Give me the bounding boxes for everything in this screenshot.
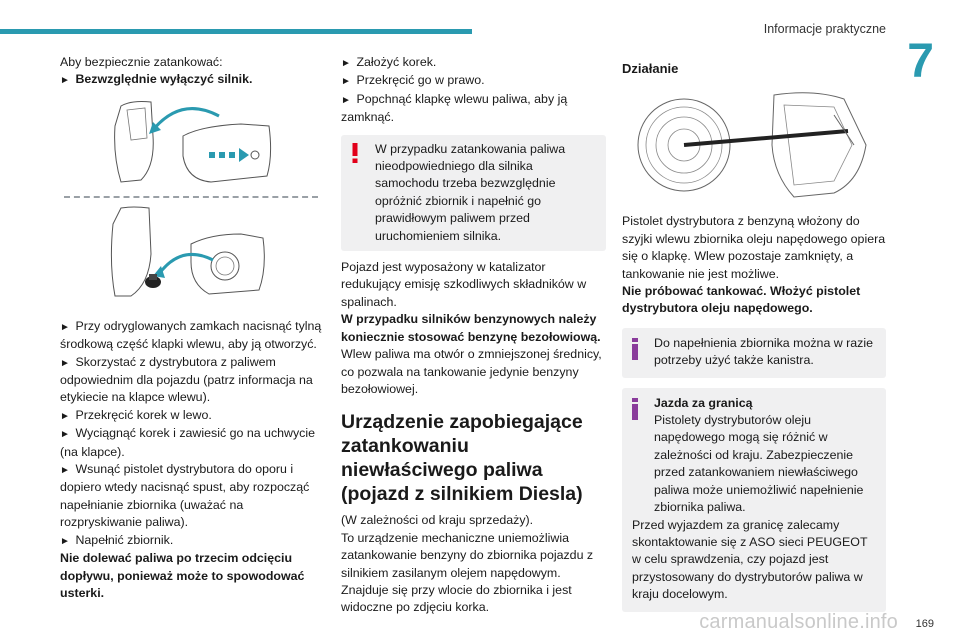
- info-box-abroad: [622, 388, 886, 612]
- column-2: [341, 54, 606, 617]
- illustration-divider: [64, 196, 318, 198]
- info-abroad-text-2: Przed wyjazdem za granicę zalecamy skontaktowanie się z ASO sieci PEUGEOT w celu sprawdzenia, czy pojazd jest przystosowany do dystrybutorów paliwa w kraju docelowym.: [632, 517, 868, 602]
- page-header-title: Informacje praktyczne: [763, 22, 886, 36]
- catalyst-text: Pojazd jest wyposażony w katalizator redukujący emisję szkodliwych składników w spalinach.: [341, 260, 587, 309]
- country-note: (W zależności od kraju sprzedaży).: [341, 513, 534, 528]
- chapter-number: 7: [907, 35, 934, 88]
- info-icon: [632, 398, 638, 420]
- info-icon: [632, 338, 638, 360]
- step-6: ► Napełnić zbiornik.: [60, 532, 322, 550]
- info-abroad-text-1: Pistolety dystrybutorów oleju napędowego mogą się różnić w zależności od kraju. Zabezpieczenie przed zatankowaniem niewłaściwego paliwa może uniemożliwić napełnienie zbiornika paliwa.: [654, 413, 864, 515]
- warning-text: W przypadku zatankowania paliwa nieodpowiedniego dla silnika samochodu trzeba bezwzględnie opróżnić zbiornik i napełnić go prawidłowym paliwem przed uruchomieniem silnika.: [375, 141, 566, 243]
- info-box-canister: [622, 328, 886, 378]
- unleaded-required-text: W przypadku silników benzynowych należy koniecznie stosować benzynę bezołowiową.: [341, 312, 601, 344]
- step-5: ► Wsunąć pistolet dystrybutora do oporu i dopiero wtedy nacisnąć spust, aby rozpocząć napełnianie zbiornika (uważać na rozpryskiwanie paliwa).: [60, 461, 322, 532]
- step-1: ► Przy odryglowanych zamkach nacisnąć tylną środkową część klapki wlewu, aby ją otworzyć.: [60, 318, 322, 354]
- page-number: 169: [915, 618, 934, 630]
- step-8: ► Przekręcić go w prawo.: [341, 72, 606, 90]
- intro-text: Aby bezpiecznie zatankować:: [60, 55, 223, 69]
- step-7: ► Założyć korek.: [341, 54, 606, 72]
- fuel-cap-removal-illustration: [91, 204, 291, 300]
- watermark: carmanualsonline.info: [699, 611, 898, 633]
- device-description: To urządzenie mechaniczne uniemożliwia zatankowanie benzyny do zbiornika pojazdu z silnikiem zasilanym olejem napędowym. Znajduje się przy wlocie do zbiornika i jest widoczne po zdjęciu korka.: [341, 530, 594, 615]
- header-accent-bar: [0, 29, 472, 34]
- operation-warning-text: Nie próbować tankować. Włożyć pistolet dystrybutora oleju napędowego.: [622, 284, 861, 316]
- operation-text: Pistolet dystrybutora z benzyną włożony do szyjki wlewu zbiornika oleju napędowego opiera się o klapkę. Wlew pozostaje zamknięty, a tankowanie nie jest możliwe.: [622, 214, 886, 281]
- section-heading-operation: Działanie: [622, 61, 679, 76]
- info-abroad-title: Jazda za granicą: [654, 395, 753, 410]
- column-3: [622, 54, 886, 612]
- step-9: ► Popchnąć klapkę wlewu paliwa, aby ją zamknąć.: [341, 91, 606, 127]
- info-canister-text: Do napełnienia zbiornika można w razie potrzeby użyć także kanistra.: [654, 335, 874, 368]
- step-2: ► Skorzystać z dystrybutora z paliwem odpowiednim dla pojazdu (patrz informacja na etykiecie na klapce wlewu).: [60, 354, 322, 407]
- misfuel-device-illustration: [634, 85, 874, 205]
- warning-box: [341, 135, 606, 251]
- warning-exclamation-icon: [349, 143, 361, 163]
- filler-neck-text: Wlew paliwa ma otwór o zmniejszonej średnicy, co pozwala na tankowanie jedynie benzyny bezołowiowej.: [341, 347, 602, 396]
- fuel-flap-open-illustration: [91, 96, 291, 188]
- step-4: ► Wyciągnąć korek i zawiesić go na uchwycie (na klapce).: [60, 425, 322, 461]
- step-engine-off: ► Bezwzględnie wyłączyć silnik.: [60, 71, 322, 89]
- final-warning-text: Nie dolewać paliwa po trzecim odcięciu dopływu, ponieważ może to spowodować usterki.: [60, 551, 305, 600]
- column-1: [60, 54, 322, 602]
- section-heading-misfuel-device: Urządzenie zapobiegające zatankowaniu niewłaściwego paliwa (pojazd z silnikiem Diesla): [341, 411, 583, 506]
- step-3: ► Przekręcić korek w lewo.: [60, 407, 322, 425]
